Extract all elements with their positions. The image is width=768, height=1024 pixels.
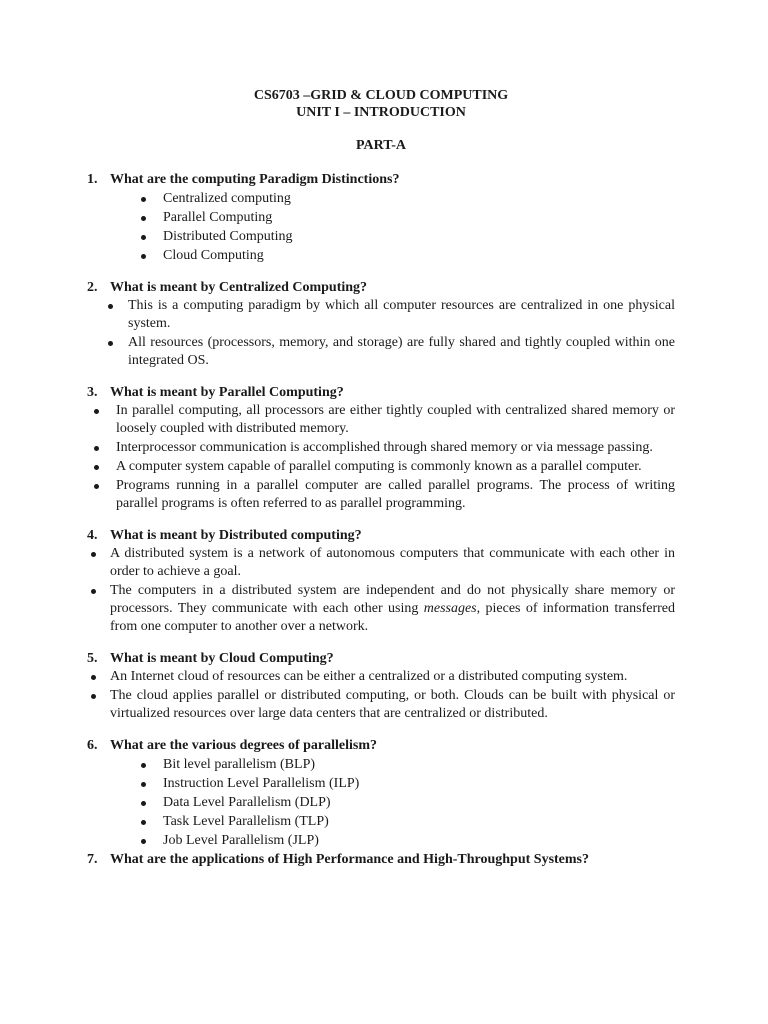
question-text: What is meant by Distributed computing? [110,528,362,543]
question-number: 3. [87,385,98,400]
question-6 [87,737,675,850]
list-item: Parallel Computing [87,209,675,227]
question-number: 1. [87,172,98,187]
list-item: Interprocessor communication is accomplished through shared memory or via message passing. [87,439,675,457]
list-item: All resources (processors, memory, and storage) are fully shared and tightly coupled within one integrated OS. [87,334,675,370]
list-item: Centralized computing [87,190,675,208]
bullet-icon [108,304,113,309]
question-number: 5. [87,651,98,666]
question-title [87,851,675,869]
list-item: In parallel computing, all processors are either tightly coupled with centralized shared memory or loosely coupled with distributed memory. [87,402,675,438]
answer-list [87,297,675,370]
unit-title: UNIT I – INTRODUCTION [296,105,466,120]
question-text: What are the applications of High Performance and High-Throughput Systems? [110,852,590,867]
list-item: Distributed Computing [87,228,675,246]
question-1 [87,171,675,265]
question-number: 4. [87,528,98,543]
question-title [87,171,675,189]
question-number: 6. [87,738,98,753]
list-item: Task Level Parallelism (TLP) [87,813,675,831]
question-text: What is meant by Parallel Computing? [110,385,344,400]
list-item: The computers in a distributed system are independent and do not physically share memory or processors. They communicate with each other using messages, pieces of information transferred from one computer to another over a network. [87,582,675,636]
list-item: An Internet cloud of resources can be either a centralized or a distributed computing system. [87,668,675,686]
question-number: 7. [87,852,98,867]
bullet-icon [141,216,146,221]
list-item: Data Level Parallelism (DLP) [87,794,675,812]
question-text: What are the computing Paradigm Distinctions? [110,172,400,187]
question-text: What are the various degrees of parallelism? [110,738,378,753]
answer-list [87,668,675,723]
bullet-icon [141,820,146,825]
bullet-icon [94,409,99,414]
bullet-icon [141,197,146,202]
question-number: 2. [87,280,98,295]
question-title [87,527,675,545]
bullet-icon [94,484,99,489]
bullet-icon [91,589,96,594]
list-item: A distributed system is a network of autonomous computers that communicate with each other in order to achieve a goal. [87,545,675,581]
list-item: This is a computing paradigm by which all computer resources are centralized in one physical system. [87,297,675,333]
question-title [87,384,675,402]
answer-list [87,190,675,265]
question-7 [87,851,675,869]
list-item: Programs running in a parallel computer are called parallel programs. The process of writing parallel programs is often referred to as parallel programming. [87,477,675,513]
question-title [87,737,675,755]
part-heading: PART-A [355,138,407,153]
list-item: Cloud Computing [87,247,675,265]
question-5 [87,650,675,723]
bullet-icon [141,839,146,844]
question-2 [87,279,675,370]
question-4 [87,527,675,636]
list-item: Bit level parallelism (BLP) [87,756,675,774]
bullet-icon [108,341,113,346]
question-text: What is meant by Centralized Computing? [110,280,368,295]
answer-list [87,402,675,513]
list-item: Instruction Level Parallelism (ILP) [87,775,675,793]
answer-list [87,545,675,636]
bullet-icon [91,675,96,680]
bullet-icon [141,254,146,259]
bullet-icon [91,694,96,699]
list-item: Job Level Parallelism (JLP) [87,832,675,850]
question-title [87,650,675,668]
bullet-icon [94,446,99,451]
bullet-icon [141,801,146,806]
bullet-icon [91,552,96,557]
bullet-icon [141,782,146,787]
bullet-icon [141,763,146,768]
question-text: What is meant by Cloud Computing? [110,651,334,666]
course-title: CS6703 –GRID & CLOUD COMPUTING [253,88,509,103]
question-3 [87,384,675,513]
answer-list [87,756,675,850]
list-item: A computer system capable of parallel computing is commonly known as a parallel computer. [87,458,675,476]
bullet-icon [94,465,99,470]
list-item: The cloud applies parallel or distributed computing, or both. Clouds can be built with physical or virtualized resources over large data centers that are centralized or distributed. [87,687,675,723]
emphasis-text: messages [423,601,477,616]
question-title [87,279,675,297]
bullet-icon [141,235,146,240]
document-header [87,87,675,121]
